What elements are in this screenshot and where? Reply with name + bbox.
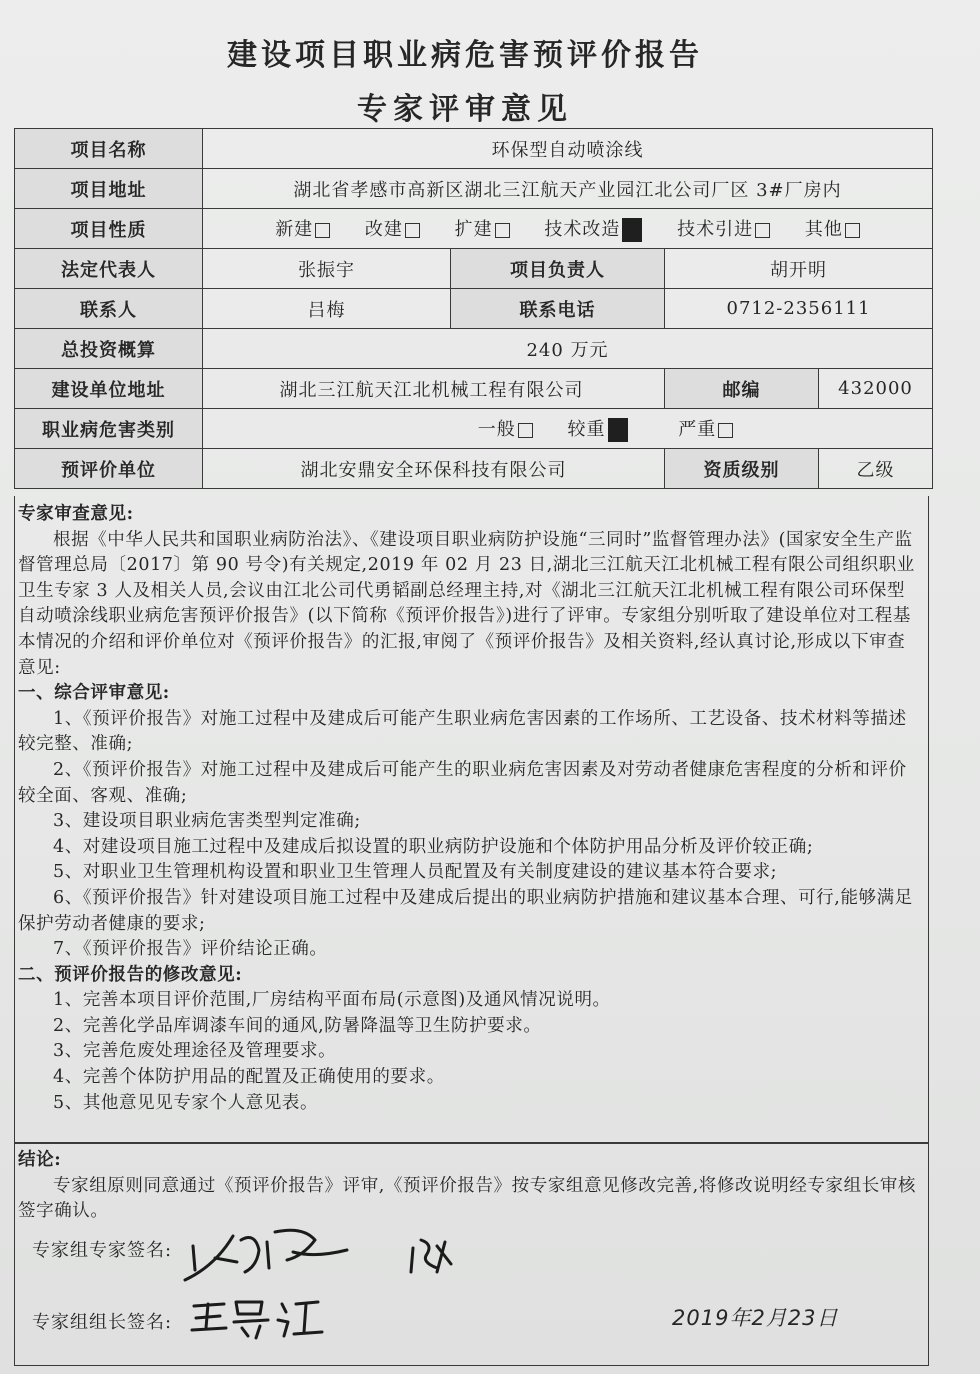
- phone-label: 联系电话: [451, 289, 665, 329]
- section2-item-5: 5、其他意见见专家个人意见表。: [53, 1092, 319, 1113]
- nature-option-other: [805, 215, 860, 241]
- option-label: 技术引进: [677, 219, 754, 240]
- document-subtitle: 专家评审意见: [357, 92, 573, 127]
- section1-item-2: 2、《预评价报告》对施工过程中及建成后可能产生的职业病危害因素及对劳动者健康危害程度的分析和评价较全面、客观、准确;: [18, 759, 907, 806]
- option-label: 其他: [804, 219, 843, 240]
- option-label: 技术改造: [544, 219, 621, 240]
- row-legal-rep: [15, 249, 933, 289]
- nature-option-tech-upgrade: [544, 215, 642, 242]
- section1-item-4: 4、对建设项目施工过程中及建成后拟设置的职业病防护设施和个体防护用品分析及评价较正确;: [53, 836, 814, 857]
- checkbox-rebuild[interactable]: [405, 223, 420, 238]
- experts-signature-image: [175, 1222, 465, 1292]
- unit-address-label: 建设单位地址: [15, 369, 203, 409]
- document-title: 建设项目职业病危害预评价报告: [227, 38, 703, 73]
- section1-item-6: 6、《预评价报告》针对建设项目施工过程中及建成后提出的职业病防护措施和建议基本合理、可行,能够满足保护劳动者健康的要求;: [18, 887, 913, 934]
- hazard-option-heavier: [568, 415, 628, 442]
- option-label: 一般: [477, 419, 516, 440]
- option-label: 严重: [678, 419, 717, 440]
- contact-label: 联系人: [15, 289, 203, 329]
- option-label: 较重: [567, 419, 606, 440]
- hazard-option-serious: [678, 415, 733, 441]
- section2-item-3: 3、完善危废处理途径及管理要求。: [53, 1041, 337, 1062]
- review-intro: 根据《中华人民共和国职业病防治法》、《建设项目职业病防护设施“三同时”监督管理办法》(国家安全生产监督管理总局〔2017〕第 90 号令)有关规定,2019 年 02 月 23 日,湖北三江航天江北机械工程有限公司组织职业卫生专家 3 人及相关人员,会议由江北公司代勇韬副总经理主持,对《湖北三江航天江北机械工程有限公司环保型自动喷涂线职业病危害预评价报告》(以下简称《预评价报告》)进行了评审。专家组分别听取了建设单位对工程基本情况的介绍和评价单位对《预评价报告》的汇报,审阅了《预评价报告》及相关资料,经认真讨论,形成以下审查意见:: [18, 529, 915, 678]
- manager-label: 项目负责人: [451, 249, 665, 289]
- checkbox-tech-import[interactable]: [755, 223, 770, 238]
- option-label: 改建: [364, 219, 403, 240]
- nature-option-rebuild: [365, 215, 420, 241]
- row-investment: [15, 329, 933, 369]
- section1-item-1: 1、《预评价报告》对施工过程中及建成后可能产生职业病危害因素的工作场所、工艺设备、技术材料等描述较完整、准确;: [18, 708, 907, 755]
- evaluator-label: 预评价单位: [15, 449, 203, 489]
- manager-value: 胡开明: [665, 249, 933, 289]
- nature-option-new: [275, 215, 330, 241]
- checkbox-general[interactable]: [518, 423, 533, 438]
- legal-rep-label: 法定代表人: [15, 249, 203, 289]
- row-evaluator: [15, 449, 933, 489]
- checkbox-other[interactable]: [845, 223, 860, 238]
- nature-option-tech-import: [677, 215, 770, 241]
- conclusion-section: [18, 1148, 918, 1225]
- project-info-table: [14, 128, 933, 489]
- checkbox-new[interactable]: [315, 223, 330, 238]
- contact-value: 吕梅: [203, 289, 451, 329]
- address-label: 项目地址: [15, 169, 203, 209]
- nature-option-expand: [455, 215, 510, 241]
- checkbox-expand[interactable]: [495, 223, 510, 238]
- postcode-value: 432000: [819, 369, 933, 409]
- address-value: 湖北省孝感市高新区湖北三江航天产业园江北公司厂区 3#厂房内: [203, 169, 933, 209]
- hazard-option-general: [478, 415, 533, 441]
- section2-item-1: 1、完善本项目评价范围,厂房结构平面布局(示意图)及通风情况说明。: [53, 990, 611, 1011]
- row-hazard: [15, 409, 933, 449]
- checkbox-serious[interactable]: [718, 423, 733, 438]
- nature-options: [203, 209, 933, 249]
- row-unit-address: [15, 369, 933, 409]
- option-label: 新建: [275, 219, 314, 240]
- leader-sign-label: 专家组组长签名:: [32, 1312, 173, 1333]
- row-address: [15, 169, 933, 209]
- hazard-label: 职业病危害类别: [15, 409, 203, 449]
- experts-sign-label: 专家组专家签名:: [32, 1240, 173, 1261]
- signature-date: 2019年2月23日: [672, 1306, 839, 1330]
- investment-value: 240 万元: [203, 329, 933, 369]
- checkbox-tech-upgrade[interactable]: [622, 218, 642, 242]
- section1-title: 一、综合评审意见:: [18, 683, 170, 704]
- row-contact: [15, 289, 933, 329]
- project-name-label: 项目名称: [15, 129, 203, 169]
- section2-title: 二、预评价报告的修改意见:: [18, 964, 243, 985]
- section1-item-3: 3、建设项目职业病危害类型判定准确;: [53, 811, 361, 832]
- postcode-label: 邮编: [665, 369, 819, 409]
- review-section: [18, 502, 918, 1116]
- section1-item-7: 7、《预评价报告》评价结论正确。: [53, 939, 328, 960]
- review-heading: 专家审查意见:: [18, 504, 134, 524]
- legal-rep-value: 张振宇: [203, 249, 451, 289]
- leader-signature-image: [188, 1292, 328, 1342]
- checkbox-heavier[interactable]: [608, 418, 628, 442]
- row-project-name: [15, 129, 933, 169]
- section2-item-4: 4、完善个体防护用品的配置及正确使用的要求。: [53, 1067, 445, 1088]
- unit-address-value: 湖北三江航天江北机械工程有限公司: [203, 369, 665, 409]
- row-nature: [15, 209, 933, 249]
- project-name-value: 环保型自动喷涂线: [203, 129, 933, 169]
- hazard-options: [203, 409, 933, 449]
- section1-item-5: 5、对职业卫生管理机构设置和职业卫生管理人员配置及有关制度建设的建议基本符合要求;: [53, 862, 778, 883]
- investment-label: 总投资概算: [15, 329, 203, 369]
- qualification-value: 乙级: [819, 449, 933, 489]
- phone-value: 0712-2356111: [665, 289, 933, 329]
- qualification-label: 资质级别: [665, 449, 819, 489]
- section2-item-2: 2、完善化学品库调漆车间的通风,防暑降温等卫生防护要求。: [53, 1015, 542, 1036]
- evaluator-value: 湖北安鼎安全环保科技有限公司: [203, 449, 665, 489]
- option-label: 扩建: [454, 219, 493, 240]
- conclusion-heading: 结论:: [18, 1150, 62, 1170]
- conclusion-text: 专家组原则同意通过《预评价报告》评审,《预评价报告》按专家组意见修改完善,将修改说明经专家组长审核签字确认。: [18, 1175, 917, 1222]
- nature-label: 项目性质: [15, 209, 203, 249]
